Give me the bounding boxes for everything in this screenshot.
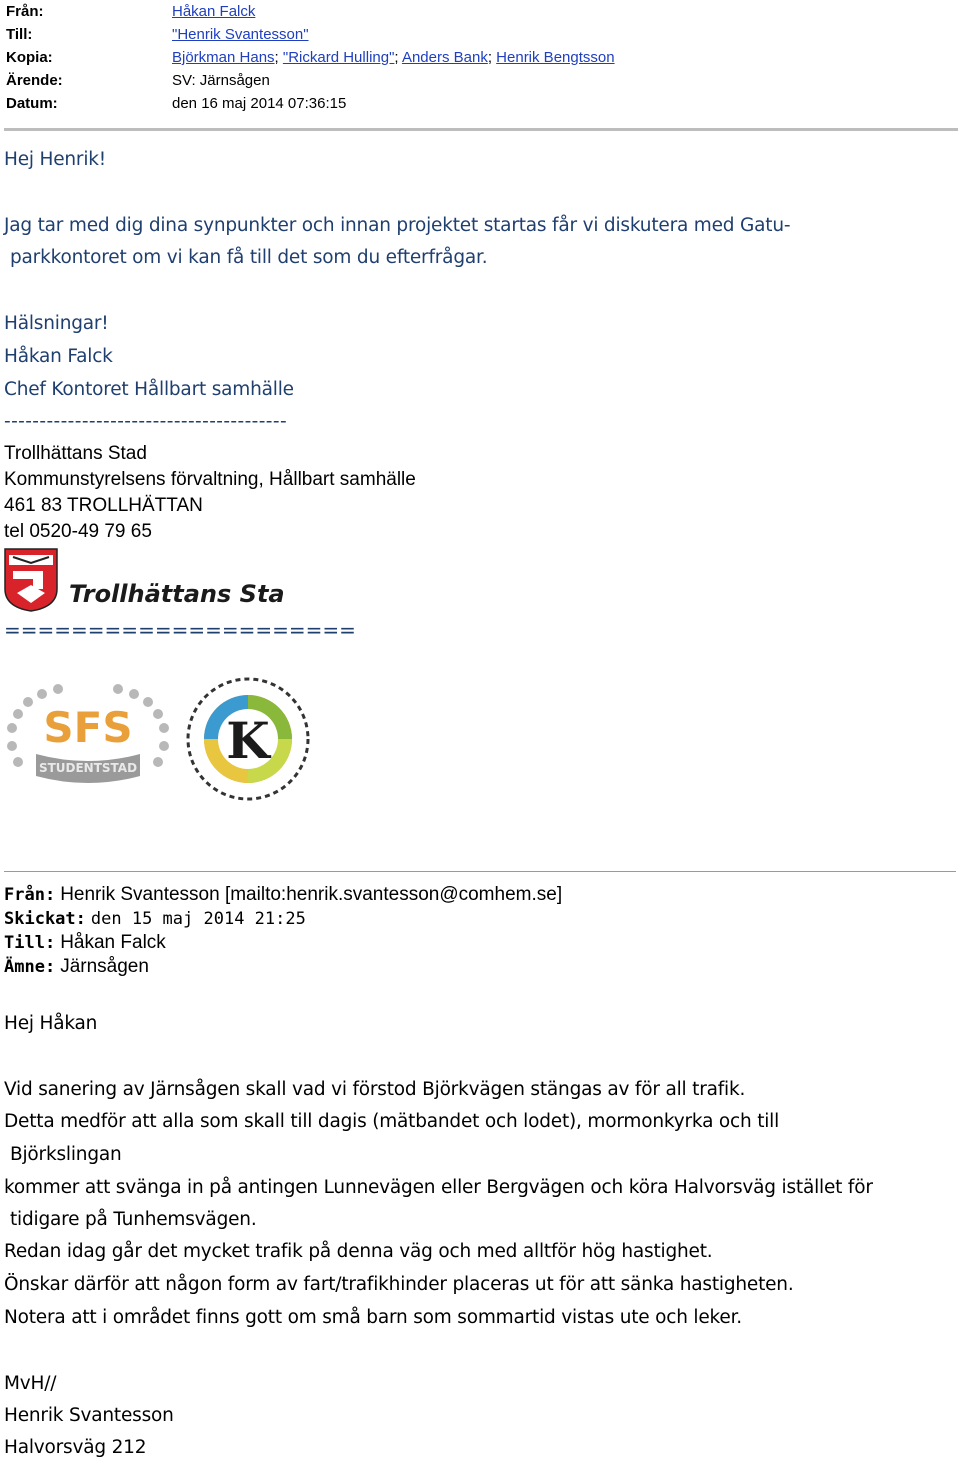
city-shield-icon [3, 545, 283, 613]
msg-line-7: Önskar därför att någon form av fart/trafikhinder placeras ut för att sänka hastigheten. [4, 1274, 794, 1295]
msg-line-8: Notera att i området finns gott om små barn som sommartid vistas ute och leker. [4, 1307, 742, 1328]
fwd-from-value: Henrik Svantesson [mailto:henrik.svantesson@comhem.se] [60, 884, 563, 905]
kulturkommun-badge-icon [182, 672, 314, 806]
fwd-to-row [4, 930, 166, 955]
cc-separator: ; [394, 49, 402, 66]
sfs-studentstad-badge [6, 684, 171, 802]
subject-row [6, 71, 946, 94]
from-label: Från: [6, 3, 44, 20]
cc-row [6, 48, 946, 71]
kulturkommun-badge [182, 672, 314, 806]
from-link[interactable]: Håkan Falck [172, 3, 256, 20]
email-header [6, 2, 946, 117]
msg-line-6: Redan idag går det mycket trafik på denna väg och med alltför hög hastighet. [4, 1241, 713, 1262]
subject-value: SV: Järnsågen [172, 72, 270, 89]
date-value: den 16 maj 2014 07:36:15 [172, 95, 347, 112]
cc-label: Kopia: [6, 49, 53, 66]
msg-greeting: Hej Håkan [4, 1013, 98, 1034]
fwd-sent-row [4, 906, 306, 931]
sfs-ribbon-text: STUDENTSTAD [38, 761, 138, 775]
fwd-subject-label: Ämne: [4, 957, 56, 977]
signature-equals-separator: ===================== [4, 618, 356, 642]
trollhattans-stad-logo [3, 545, 283, 613]
fwd-sent-value: den 15 maj 2014 21:25 [90, 909, 306, 929]
msg-line-1: Vid sanering av Järnsågen skall vad vi förstod Björkvägen stängas av för all trafik. [4, 1079, 746, 1100]
date-label: Datum: [6, 95, 58, 112]
cc-separator: ; [487, 49, 497, 66]
cc-link-4[interactable]: Henrik Bengtsson [496, 49, 615, 66]
fwd-subject-value: Järnsågen [60, 956, 149, 977]
msg-line-5: tidigare på Tunhemsvägen. [10, 1209, 257, 1230]
fwd-sent-label: Skickat: [4, 909, 86, 929]
cc-separator: ; [274, 49, 283, 66]
reply-greeting: Hej Henrik! [4, 149, 107, 170]
sfs-year-text: 2014/15 [67, 782, 109, 793]
logo-text: Trollhättans Stad [69, 580, 283, 608]
msg-signature-street: Halvorsväg 212 [4, 1437, 147, 1458]
fwd-from-row [4, 882, 562, 907]
reply-line-1: Jag tar med dig dina synpunkter och innan projektet startas får vi diskutera med Gatu- [4, 215, 791, 236]
signature-dept: Kommunstyrelsens förvaltning, Hållbart samhälle [4, 469, 416, 490]
reply-signature-name: Håkan Falck [4, 346, 113, 367]
fwd-to-value: Håkan Falck [60, 932, 166, 953]
signature-phone: tel 0520-49 79 65 [4, 521, 152, 542]
subject-label: Ärende: [6, 72, 63, 89]
reply-line-2: parkkontoret om vi kan få till det som du efterfrågar. [10, 247, 488, 268]
sfs-text: SFS [43, 703, 133, 752]
cc-link-3[interactable]: Anders Bank [401, 49, 488, 66]
signature-org: Trollhättans Stad [4, 443, 147, 464]
msg-signature-name: Henrik Svantesson [4, 1405, 174, 1426]
from-row [6, 2, 946, 25]
msg-line-2: Detta medför att alla som skall till dagis (mätbandet och lodet), mormonkyrka och till [4, 1111, 780, 1132]
fwd-from-label: Från: [4, 885, 56, 905]
kult-k-letter: K [226, 711, 270, 770]
signature-dash-separator: ---------------------------------------- [4, 411, 288, 432]
header-divider [4, 128, 958, 131]
cc-link-1[interactable]: Björkman Hans [172, 49, 275, 66]
msg-closing: MvH// [4, 1373, 57, 1394]
msg-line-4: kommer att svänga in på antingen Lunnevägen eller Bergvägen och köra Halvorsväg istället för [4, 1177, 873, 1198]
to-row [6, 25, 946, 48]
signature-address: 461 83 TROLLHÄTTAN [4, 495, 203, 516]
to-label: Till: [6, 26, 33, 43]
fwd-to-label: Till: [4, 933, 56, 953]
msg-line-3: Björkslingan [10, 1144, 122, 1165]
date-row [6, 94, 946, 117]
to-link[interactable]: "Henrik Svantesson" [172, 26, 309, 43]
fwd-subject-row [4, 954, 149, 979]
cc-link-2[interactable]: "Rickard Hulling" [282, 49, 395, 66]
reply-signature-title: Chef Kontoret Hållbart samhälle [4, 379, 294, 400]
forward-divider [4, 871, 956, 872]
reply-closing: Hälsningar! [4, 313, 109, 334]
sfs-badge-icon [6, 684, 171, 802]
